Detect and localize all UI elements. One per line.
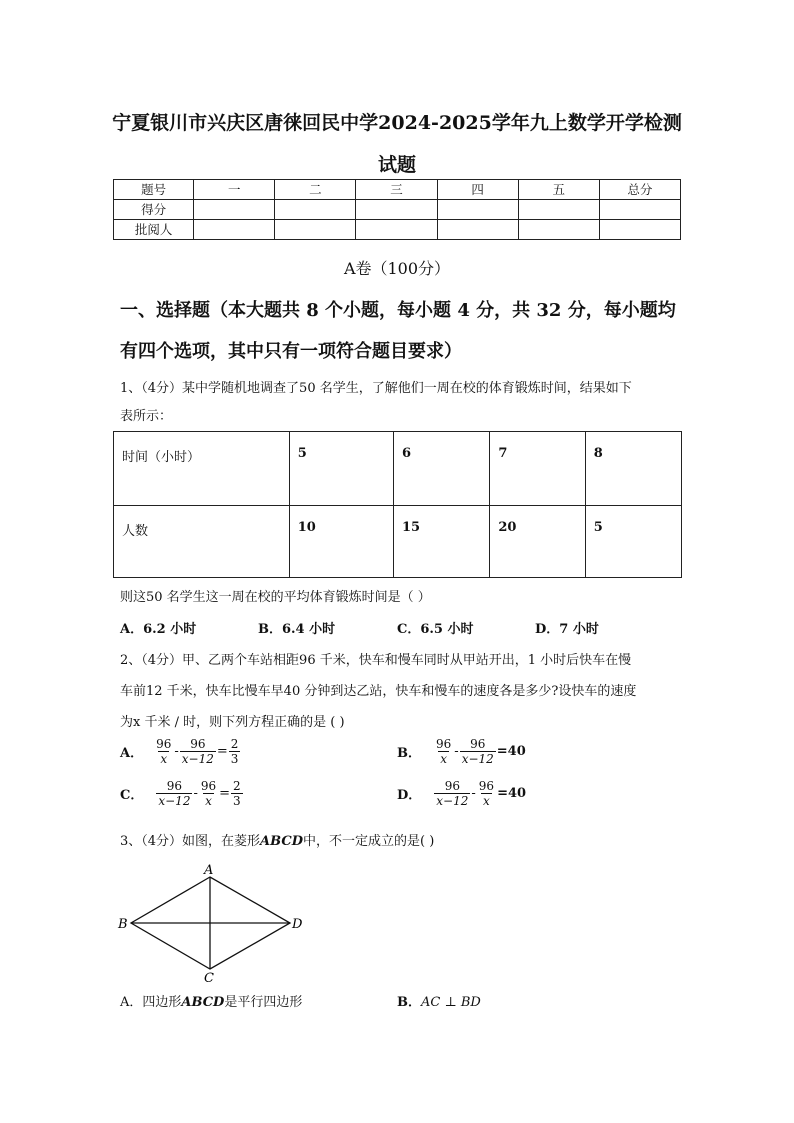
numerator: 96: [200, 779, 217, 793]
score-header-cell: 四: [437, 180, 518, 200]
q1-table-row: [114, 432, 682, 506]
denominator: x: [160, 752, 168, 766]
q1-row-label: 时间（小时）: [114, 432, 290, 506]
section1-heading-line1: 一、选择题（本大题共 8 个小题，每小题 4 分，共 32 分，每小题均: [120, 300, 676, 321]
score-header-cell: 题号: [114, 180, 194, 200]
q1-cell: 5: [289, 432, 393, 506]
section-a-heading: A卷（100分）: [343, 259, 451, 278]
numerator: 96: [156, 737, 172, 751]
score-input-cell[interactable]: [518, 220, 599, 240]
denominator: x−12: [181, 752, 214, 766]
q3-option-b-pre: B．: [397, 995, 421, 1010]
equals-sign: =: [219, 786, 231, 801]
q1-option-c[interactable]: C．6.5 小时: [397, 622, 474, 637]
q2-option-label: C．: [120, 788, 144, 803]
score-input-cell[interactable]: [437, 220, 518, 240]
q1-cell: 5: [585, 506, 681, 578]
q1-cell: 10: [289, 506, 393, 578]
denominator: x: [483, 794, 490, 808]
score-input-cell[interactable]: [356, 220, 437, 240]
denominator: x−12: [158, 794, 191, 808]
q1-table-row: [114, 506, 682, 578]
denominator: x−12: [461, 752, 494, 766]
minus-sign: -: [471, 786, 476, 801]
fraction: [434, 779, 470, 808]
minus-sign: -: [174, 744, 179, 759]
q3-option-a-post: 是平行四边形: [224, 995, 303, 1010]
fraction: [199, 779, 218, 808]
q3-text-pre: 3、（4分）如图，在菱形: [120, 834, 261, 849]
minus-sign: -: [454, 744, 459, 759]
numerator: 96: [478, 779, 495, 793]
q1-text-line2: 表所示：: [120, 409, 173, 424]
fraction: [434, 737, 453, 766]
q1-cell: 6: [393, 432, 489, 506]
numerator: 96: [436, 737, 452, 751]
q2-option-label: B．: [397, 746, 421, 761]
vertex-label-d: D: [292, 917, 303, 932]
score-header-cell: 一: [194, 180, 275, 200]
score-table: [113, 179, 681, 240]
score-header-cell: 总分: [599, 180, 680, 200]
score-input-cell[interactable]: [275, 220, 356, 240]
q2-text-line3: 为x 千米 / 时，则下列方程正确的是 ( ): [120, 715, 345, 730]
score-input-cell[interactable]: [599, 220, 680, 240]
q1-cell: 20: [490, 506, 585, 578]
denominator: 3: [233, 794, 241, 808]
q3-text-abcd: ABCD: [260, 834, 303, 849]
vertex-label-a: A: [204, 863, 214, 878]
q1-option-b[interactable]: B．6.4 小时: [258, 622, 336, 637]
equals-40: =40: [496, 744, 526, 759]
score-table-row: [114, 200, 681, 220]
numerator: 2: [233, 779, 241, 793]
q3-option-b[interactable]: [397, 991, 481, 1010]
q2-text-line2: 车前12 千米，快车比慢车早40 分钟到达乙站，快车和慢车的速度各是多少?设快车的速度: [120, 684, 637, 699]
fraction: [231, 779, 243, 808]
score-input-cell[interactable]: [437, 200, 518, 220]
q2-option-c[interactable]: [120, 779, 244, 808]
numerator: 2: [230, 737, 239, 751]
equals-40: =40: [497, 786, 527, 801]
score-table-row: [114, 220, 681, 240]
denominator: 3: [230, 752, 239, 766]
score-input-cell[interactable]: [518, 200, 599, 220]
score-input-cell[interactable]: [275, 200, 356, 220]
equals-sign: =: [216, 744, 228, 759]
numerator: 96: [470, 737, 486, 751]
q1-cell: 7: [490, 432, 585, 506]
q3-option-b-math: AC ⊥ BD: [421, 995, 481, 1010]
q2-text-line1: 2、（4分）甲、乙两个车站相距96 千米，快车和慢车同时从甲站开出，1 小时后快车在慢: [120, 653, 632, 668]
score-row-label: 批阅人: [114, 220, 194, 240]
fraction: [156, 779, 192, 808]
q1-question: 则这50 名学生这一周在校的平均体育锻炼时间是（ ）: [120, 590, 431, 605]
q3-option-a[interactable]: [120, 991, 302, 1010]
q1-cell: 8: [585, 432, 681, 506]
score-input-cell[interactable]: [194, 200, 275, 220]
title-line-2: 试题: [377, 154, 416, 176]
denominator: x: [440, 752, 448, 766]
score-header-cell: 二: [275, 180, 356, 200]
q2-option-label: D．: [397, 788, 422, 803]
denominator: x−12: [436, 794, 469, 808]
fraction: [460, 737, 496, 766]
vertex-label-b: B: [118, 917, 128, 932]
fraction: [229, 737, 241, 766]
q3-option-a-abcd: ABCD: [181, 995, 225, 1010]
q3-option-a-pre: A．四边形: [120, 995, 182, 1010]
q1-text-line1: 1、（4分）某中学随机地调查了50 名学生，了解他们一周在校的体育锻炼时间，结果如下: [120, 381, 632, 396]
section1-heading-line2: 有四个选项，其中只有一项符合题目要求）: [120, 341, 462, 362]
fraction: [180, 737, 216, 766]
q1-data-table: [113, 431, 682, 578]
score-table-header-row: [114, 180, 681, 200]
q2-option-a[interactable]: [120, 737, 241, 766]
score-input-cell[interactable]: [599, 200, 680, 220]
title-line-1: 宁夏银川市兴庆区唐徕回民中学2024-2025学年九上数学开学检测: [112, 112, 682, 134]
q3-text-post: 中，不一定成立的是( ): [302, 834, 435, 849]
minus-sign: -: [193, 786, 198, 801]
q2-option-b[interactable]: [397, 737, 526, 766]
q2-option-label: A．: [120, 746, 144, 761]
fraction: [477, 779, 496, 808]
numerator: 96: [444, 779, 460, 793]
q1-cell: 15: [393, 506, 489, 578]
q1-option-d[interactable]: D．7 小时: [535, 622, 599, 637]
denominator: x: [205, 794, 212, 808]
numerator: 96: [190, 737, 206, 751]
score-row-label: 得分: [114, 200, 194, 220]
numerator: 96: [166, 779, 183, 793]
vertex-label-c: C: [204, 971, 214, 984]
score-input-cell[interactable]: [356, 200, 437, 220]
q2-option-d[interactable]: [397, 779, 526, 808]
fraction: [154, 737, 173, 766]
score-header-cell: 三: [356, 180, 437, 200]
q1-option-a[interactable]: A．6.2 小时: [120, 622, 197, 637]
score-header-cell: 五: [518, 180, 599, 200]
rhombus-diagram: [112, 860, 312, 984]
score-input-cell[interactable]: [194, 220, 275, 240]
q3-text: [120, 830, 434, 849]
q1-row-label: 人数: [114, 506, 290, 578]
